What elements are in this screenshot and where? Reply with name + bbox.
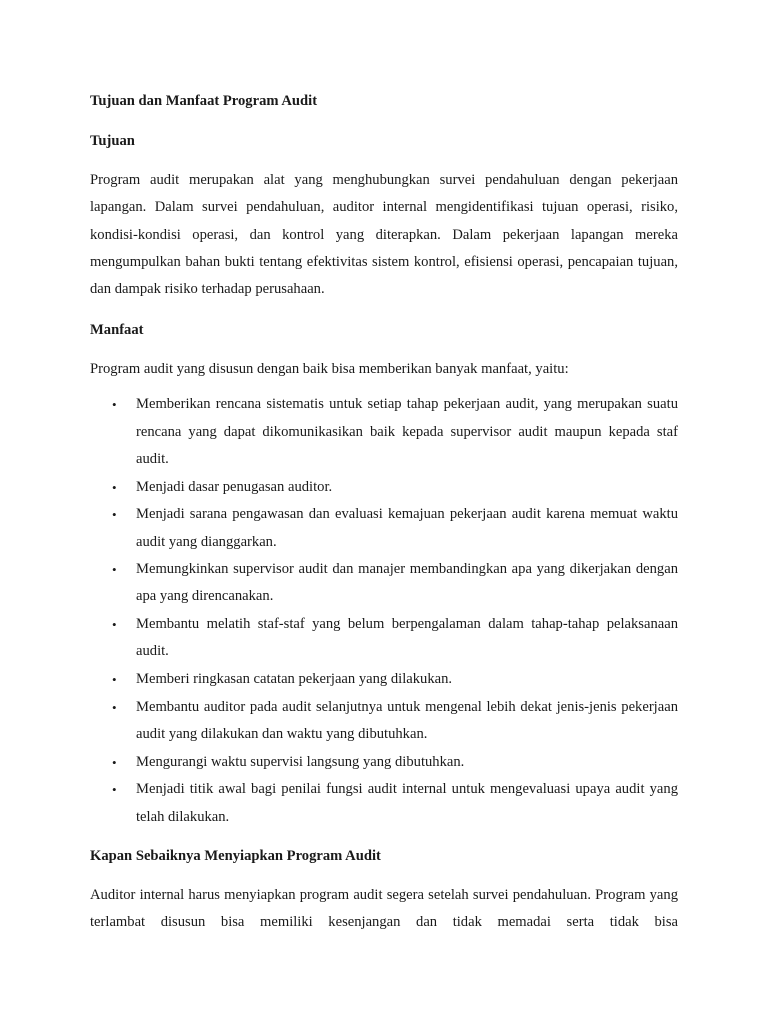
manfaat-bullet-list <box>90 391 678 830</box>
paragraph-manfaat-intro: Program audit yang disusun dengan baik bisa memberikan banyak manfaat, yaitu: <box>90 361 569 378</box>
list-item <box>90 749 678 776</box>
list-item <box>90 556 678 610</box>
list-item-text: Memungkinkan supervisor audit dan manajer membandingkan apa yang dikerjakan dengan apa yang direncanakan. <box>136 561 678 605</box>
bullet-icon: • <box>112 672 117 688</box>
bullet-icon: • <box>112 507 117 523</box>
section-heading-tujuan: Tujuan <box>90 133 135 149</box>
list-item <box>90 694 678 748</box>
list-item-text: Memberikan rencana sistematis untuk setiap tahap pekerjaan audit, yang merupakan suatu rencana yang dapat dikomunikasikan baik kepada supervisor audit maupun kepada staf audit. <box>136 396 678 467</box>
list-item <box>90 474 678 501</box>
list-item <box>90 666 678 693</box>
bullet-icon: • <box>112 754 117 770</box>
list-item-text: Mengurangi waktu supervisi langsung yang dibutuhkan. <box>136 753 465 770</box>
document-page <box>90 88 678 936</box>
list-item <box>90 611 678 665</box>
document-title: Tujuan dan Manfaat Program Audit <box>90 93 318 109</box>
section-heading-manfaat: Manfaat <box>90 322 144 339</box>
list-item <box>90 391 678 473</box>
list-item-text: Menjadi dasar penugasan auditor. <box>136 478 333 495</box>
list-item-text: Membantu melatih staf-staf yang belum berpengalaman dalam tahap-tahap pelaksanaan audit. <box>136 616 678 660</box>
list-item-text: Memberi ringkasan catatan pekerjaan yang dilakukan. <box>136 671 453 688</box>
bullet-icon: • <box>112 479 117 495</box>
bullet-icon: • <box>112 397 117 413</box>
bullet-icon: • <box>112 782 117 798</box>
paragraph-tujuan: Program audit merupakan alat yang menghubungkan survei pendahuluan dengan pekerjaan lapangan. Dalam survei pendahuluan, auditor internal mengidentifikasi tujuan operasi, risiko, kondisi-kondisi operasi, dan kontrol yang diterapkan. Dalam pekerjaan lapangan mereka mengumpulkan bahan bukti tentang efektivitas sistem kontrol, efisiensi operasi, pencapaian tujuan, dan dampak risiko terhadap perusahaan. <box>90 172 678 298</box>
paragraph-kapan: Auditor internal harus menyiapkan program audit segera setelah survei pendahuluan. Program yang terlambat disusun bisa memiliki kesenjangan dan tidak memadai serta tidak bisa <box>90 886 678 931</box>
section-heading-kapan: Kapan Sebaiknya Menyiapkan Program Audit <box>90 847 381 864</box>
list-item <box>90 776 678 830</box>
bullet-icon: • <box>112 562 117 578</box>
bullet-icon: • <box>112 699 117 715</box>
list-item-text: Membantu auditor pada audit selanjutnya untuk mengenal lebih dekat jenis-jenis pekerjaan audit yang dilakukan dan waktu yang dibutuhkan. <box>136 698 678 742</box>
bullet-icon: • <box>112 617 117 633</box>
list-item-text: Menjadi titik awal bagi penilai fungsi audit internal untuk mengevaluasi upaya audit yang telah dilakukan. <box>136 781 678 825</box>
list-item <box>90 501 678 555</box>
list-item-text: Menjadi sarana pengawasan dan evaluasi kemajuan pekerjaan audit karena memuat waktu audit yang dianggarkan. <box>136 506 678 550</box>
